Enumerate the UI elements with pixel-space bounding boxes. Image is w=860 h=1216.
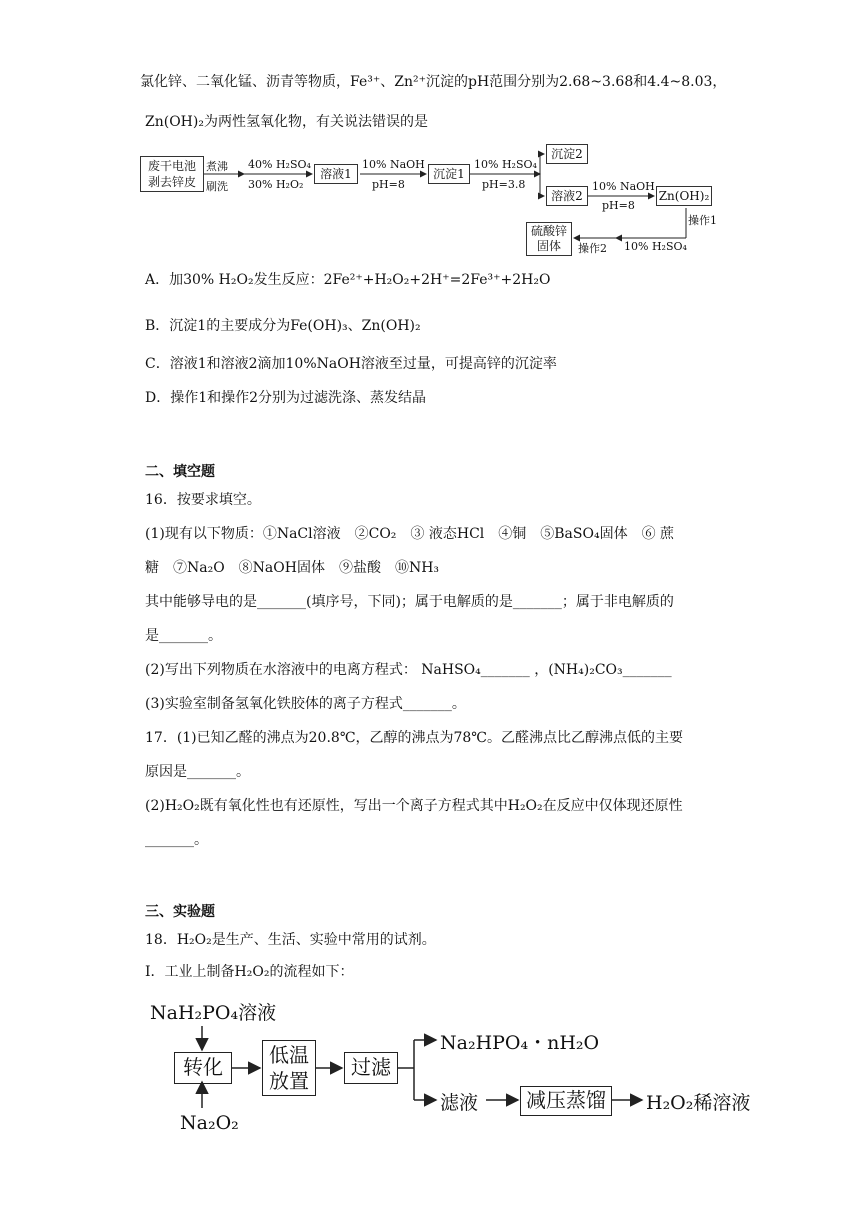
solution1-box: 溶液1 (314, 164, 358, 184)
na2hpo4-product: Na₂HPO₄・nH₂O (440, 1032, 600, 1054)
operation2-label: 操作2 (578, 242, 607, 255)
zinc-sulfate-label2: 固体 (536, 239, 561, 253)
q16-part1-line2: 糖 ⑦Na₂O ⑧NaOH固体 ⑨盐酸 ⑩NH₃ (145, 560, 440, 576)
step3-bottom: pH=8 (372, 178, 405, 191)
q17-part1-line2: 原因是_______。 (145, 764, 250, 780)
q16-part2: (2)写出下列物质在水溶液中的电离方程式： NaHSO₄_______ ，(NH₄)₂CO₃_______ (145, 662, 672, 678)
q17-part2-line2: _______。 (145, 832, 208, 848)
q18-title: 18．H₂O₂是生产、生活、实验中常用的试剂。 (145, 932, 436, 948)
step1-bottom: 刷洗 (206, 180, 228, 193)
option-a: A．加30% H₂O₂发生反应：2Fe²⁺+H₂O₂+2H⁺=2Fe³⁺+2H₂O (145, 272, 551, 288)
acid-label: 10% H₂SO₄ (624, 240, 687, 253)
option-d: D．操作1和操作2分别为过滤洗涤、蒸发结晶 (145, 390, 427, 406)
q15-line1: 氯化锌、二氧化锰、沥青等物质，Fe³⁺、Zn²⁺沉淀的pH范围分别为2.68~3.68和4.4~8.03， (140, 74, 727, 90)
cool-box (262, 1040, 316, 1096)
q16-part1-line1: (1)现有以下物质：①NaCl溶液 ②CO₂ ③ 液态HCl ④铜 ⑤BaSO₄固体 ⑥ 蔗 (145, 526, 675, 542)
zinc-flow-chart (140, 140, 720, 258)
step2-bottom: 30% H₂O₂ (248, 178, 304, 191)
step3-top: 10% NaOH (362, 158, 425, 171)
solution2-box: 溶液2 (546, 186, 588, 206)
waste-battery-label2: 剥去锌皮 (147, 175, 196, 189)
option-c: C．溶液1和溶液2滴加10%NaOH溶液至过量，可提高锌的沉淀率 (145, 356, 557, 372)
zinc-sulfate-box (526, 222, 572, 256)
step5-top: 10% NaOH (592, 180, 655, 193)
q17-part2-line1: (2)H₂O₂既有氧化性也有还原性，写出一个离子方程式其中H₂O₂在反应中仅体现还原性 (145, 798, 683, 814)
q18-part1: I．工业上制备H₂O₂的流程如下： (145, 964, 354, 980)
h2o2-product: H₂O₂稀溶液 (646, 1092, 751, 1114)
filter-box: 过滤 (344, 1052, 398, 1084)
zinc-hydroxide-box: Zn(OH)₂ (656, 186, 712, 206)
operation1-label: 操作1 (688, 214, 717, 227)
na2o2-reagent: Na₂O₂ (180, 1112, 239, 1134)
q16-title: 16．按要求填空。 (145, 492, 261, 508)
step4-top: 10% H₂SO₄ (474, 158, 537, 171)
cool-label1: 低温 (269, 1043, 309, 1067)
q15-line2: Zn(OH)₂为两性氢氧化物，有关说法错误的是 (145, 114, 428, 130)
q16-part1-line4: 是_______。 (145, 628, 222, 644)
precipitate1-box: 沉淀1 (428, 164, 470, 184)
section2-heading: 二、填空题 (145, 464, 215, 480)
waste-battery-label1: 废干电池 (147, 159, 196, 173)
option-b: B．沉淀1的主要成分为Fe(OH)₃、Zn(OH)₂ (145, 318, 421, 334)
step1-top: 煮沸 (206, 160, 228, 173)
h2o2-flow-chart (140, 996, 760, 1142)
vacuum-distill-box: 减压蒸馏 (520, 1086, 612, 1116)
precipitate2-box: 沉淀2 (546, 144, 588, 164)
step2-top: 40% H₂SO₄ (248, 158, 311, 171)
zinc-sulfate-label1: 硫酸锌 (530, 224, 567, 238)
step4-bottom: pH=3.8 (482, 178, 526, 191)
nah2po4-reagent: NaH₂PO₄溶液 (150, 1002, 277, 1024)
q16-part1-line3: 其中能够导电的是_______(填序号，下同)；属于电解质的是_______；属于非电解质的 (145, 594, 674, 610)
section3-heading: 三、实验题 (145, 904, 215, 920)
filtrate-label: 滤液 (440, 1092, 479, 1114)
waste-battery-box (140, 156, 204, 192)
step5-bottom: pH=8 (602, 199, 635, 212)
cool-label2: 放置 (269, 1069, 309, 1093)
q17-part1-line1: 17．(1)已知乙醛的沸点为20.8℃，乙醇的沸点为78℃。乙醛沸点比乙醇沸点低的主要 (145, 730, 683, 746)
convert-box: 转化 (174, 1052, 232, 1084)
q16-part3: (3)实验室制备氢氧化铁胶体的离子方程式_______。 (145, 696, 466, 712)
